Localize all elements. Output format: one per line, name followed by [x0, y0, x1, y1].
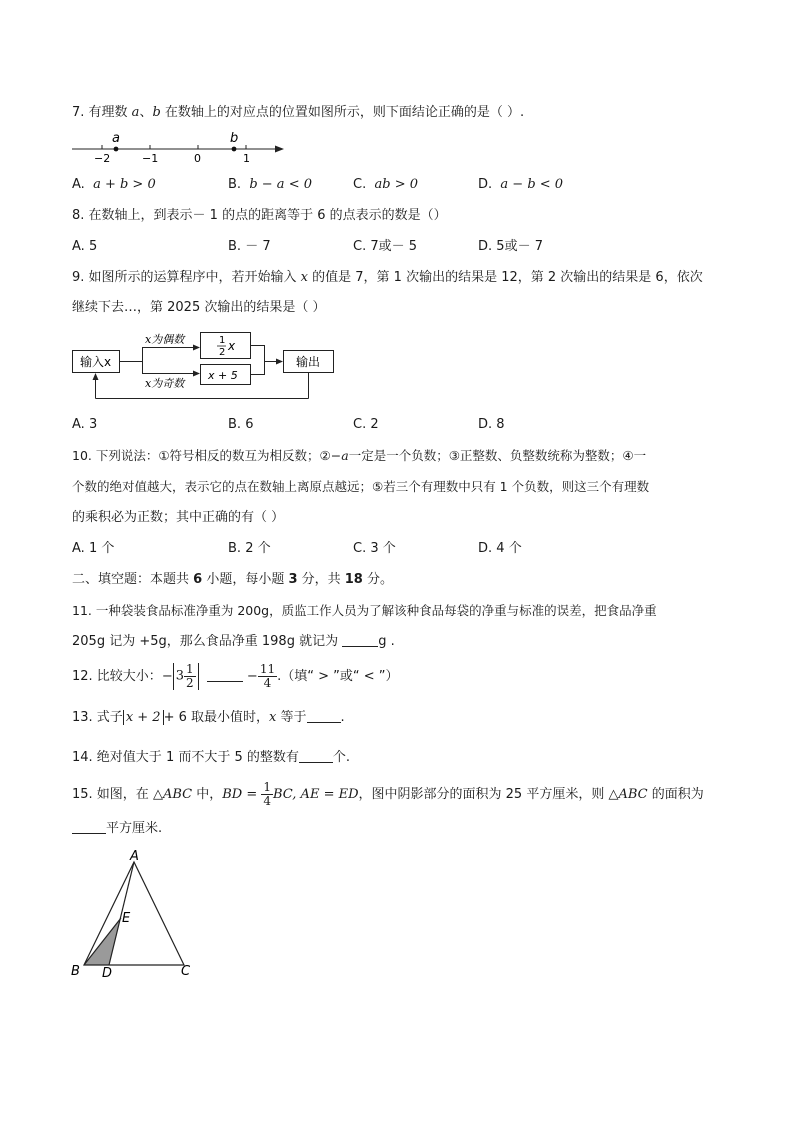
label-b: b: [230, 131, 239, 146]
var-b: b: [152, 105, 161, 120]
q8-option-a[interactable]: A. 5: [72, 239, 98, 254]
tick-label: 0: [194, 152, 201, 165]
q7-option-d[interactable]: D. a − b < 0: [478, 177, 564, 192]
q8-option-b[interactable]: B. － 7: [228, 239, 271, 254]
flow-even-den: 2: [219, 347, 226, 358]
q9-option-c[interactable]: C. 2: [353, 417, 379, 432]
q15-stem-line1: 15. 如图，在 △ABC 中，BD = $\frac{1}{4}$ BC, AE = ED，图中阴影部分的面积为 25 平方厘米，则 △ABC 的面积为: [72, 780, 704, 808]
flow-output-label: 输出: [296, 355, 321, 369]
q9-option-d[interactable]: D. 8: [478, 417, 505, 432]
vertex-c: C: [181, 964, 191, 979]
q7-option-b[interactable]: B. b − a < 0: [228, 177, 312, 192]
section-heading: 二、填空题：本题共 6 小题，每小题 3 分，共 18 分。: [72, 572, 393, 587]
q8-option-c[interactable]: C. 7或－ 5: [353, 239, 418, 254]
abs-value: 3 $\frac{1}{2}$: [173, 663, 199, 690]
q15-stem-line2: 平方厘米.: [72, 819, 162, 839]
var-a: a: [131, 105, 140, 120]
point-e: E: [122, 911, 131, 926]
flowchart: [72, 326, 342, 402]
flow-even-box: [201, 333, 251, 359]
tick-label: −2: [94, 152, 111, 165]
q8-option-d[interactable]: D. 5或－ 7: [478, 239, 543, 254]
q13-stem: 13. 式子 x + 2 + 6 取最小值时，x 等于 .: [72, 710, 345, 725]
q10-stem-line2: 个数的绝对值越大，表示它的点在数轴上离原点越远；⑤若三个有理数中只有 1 个负数，则这三个有理数: [72, 479, 650, 494]
q10-option-d[interactable]: D. 4 个: [478, 541, 522, 556]
q11-stem-line1: 11. 一种袋装食品标准净重为 200g，质监工作人员为了解该种食品每袋的净重与标准的误差，把食品净重: [72, 603, 657, 618]
answer-blank[interactable]: [207, 667, 243, 682]
flow-even-label: x为偶数: [145, 333, 185, 346]
answer-blank[interactable]: [342, 632, 378, 647]
answer-blank[interactable]: [299, 748, 333, 763]
q10-option-c[interactable]: C. 3 个: [353, 541, 396, 556]
point-a: [114, 147, 119, 152]
flow-odd-op: x + 5: [208, 369, 238, 382]
flow-input-label: 输入x: [80, 355, 112, 369]
q7-option-c[interactable]: C. ab > 0: [353, 177, 418, 192]
q12-stem: 12. 比较大小：− 3 $\frac{1}{2}$ − $\frac{11}{4}$ .（填“ > ”或“ < ”）: [72, 662, 399, 690]
point-b: [232, 147, 237, 152]
q9-stem-line1: 9. 如图所示的运算程序中，若开始输入 x 的值是 7，第 1 次输出的结果是 12，第 2 次输出的结果是 6，依次: [72, 270, 703, 285]
q9-option-a[interactable]: A. 3: [72, 417, 98, 432]
q14-stem: 14. 绝对值大于 1 而不大于 5 的整数有 个.: [72, 750, 351, 765]
triangle-figure: [66, 850, 206, 982]
tick-label: 1: [243, 152, 250, 165]
q11-stem-line2: 205g 记为 +5g，那么食品净重 198g 就记为 g .: [72, 634, 395, 649]
answer-blank[interactable]: [72, 819, 106, 834]
vertex-b: B: [71, 964, 80, 979]
tick-label: −1: [142, 152, 159, 165]
q7-stem: 7. 有理数 a、b 在数轴上的对应点的位置如图所示，则下面结论正确的是（ ）.: [72, 105, 525, 120]
flow-even-num: 1: [219, 335, 226, 346]
answer-blank[interactable]: [307, 708, 341, 723]
q10-stem-line3: 的乘积必为正数；其中正确的有（ ）: [72, 510, 285, 525]
q10-stem-line1: 10. 下列说法：①符号相反的数互为相反数；②−a一定是一个负数；③正整数、负整数统称为整数；④一: [72, 448, 647, 463]
flow-odd-label: x为奇数: [145, 377, 185, 390]
q9-stem-line2: 继续下去…，第 2025 次输出的结果是（ ）: [72, 300, 326, 315]
label-a: a: [112, 131, 120, 146]
q7-option-a[interactable]: A. a + b > 0: [72, 177, 156, 192]
vertex-a: A: [130, 850, 139, 864]
q10-option-b[interactable]: B. 2 个: [228, 541, 271, 556]
q8-stem: 8. 在数轴上，到表示－ 1 的点的距离等于 6 的点表示的数是（）: [72, 208, 447, 223]
point-d: D: [102, 966, 113, 981]
q9-option-b[interactable]: B. 6: [228, 417, 254, 432]
number-line: [72, 128, 292, 166]
q10-option-a[interactable]: A. 1 个: [72, 541, 115, 556]
flow-even-var: x: [228, 339, 236, 353]
